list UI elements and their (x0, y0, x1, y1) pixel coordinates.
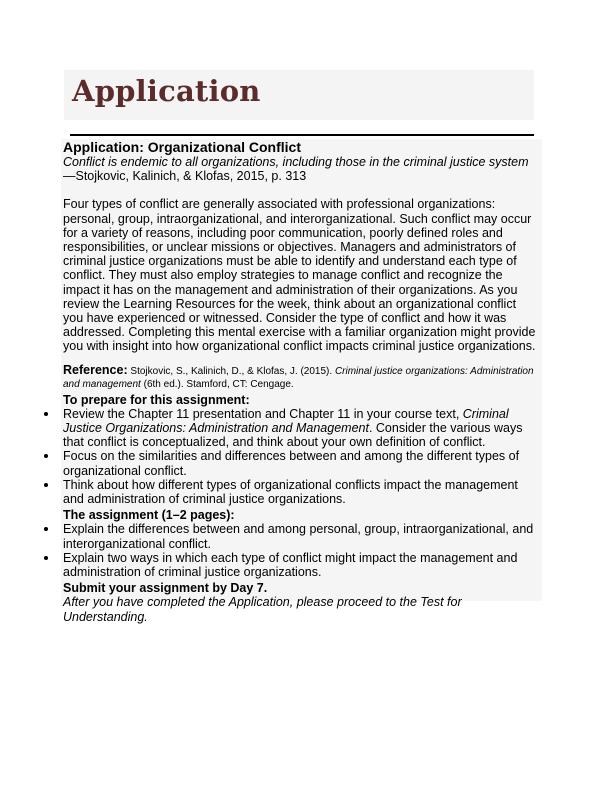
list-item (63, 478, 539, 506)
assignment-heading: The assignment (1–2 pages): (63, 508, 235, 523)
list-item (63, 407, 539, 450)
bullet-icon (44, 454, 48, 458)
epigraph: Conflict is endemic to all organizations, including those in the criminal justice system (63, 155, 529, 169)
section-heading: Application: Organizational Conflict (63, 139, 301, 155)
bullet-icon (44, 412, 48, 416)
list-item (63, 551, 539, 579)
prepare-item-1-text: Review the Chapter 11 presentation and Chapter 11 in your course text, (63, 406, 460, 421)
header-divider (70, 134, 534, 136)
bullet-icon (44, 527, 48, 531)
reference-label: Reference (63, 362, 124, 377)
reference-book-title: Criminal justice organizations: Administration and management (63, 365, 534, 390)
prepare-heading: To prepare for this assignment: (63, 392, 250, 407)
document-content (63, 139, 539, 624)
assignment-item-2-text: Explain two ways in which each type of conflict might impact the management and administration of criminal justice organizations. (63, 550, 518, 580)
assignment-item-1-text: Explain the differences between and among personal, group, intraorganizational, and interorganizational conflict. (63, 522, 534, 551)
reference-authors: Stojkovic, S., Kalinich, D., & Klofas, J. (2015). (130, 365, 333, 377)
page-title: Application (72, 74, 261, 108)
body-paragraph: Four types of conflict are generally associated with professional organizations: personal, group, intraorganizational, and interorganizational. Such conflict may occur for a variety of reasons, including poor communication, poorly defined roles and responsibilities, or unclear missions or objectives. Managers and administrators of criminal justice organizations must be able to identify and understand each type of conflict. They must also employ strategies to manage conflict and recognize the impact it has on the management and administration of their organizations. As you review the Learning Resources for the week, think about an organizational conflict you have experienced or witnessed. Consider the type of conflict and how it was addressed. Completing this mental exercise with a familiar organization might provide you with insight into how organizational conflict impacts criminal justice organizations. (63, 197, 536, 354)
epigraph-attribution: —Stojkovic, Kalinich, & Klofas, 2015, p. 313 (63, 169, 307, 184)
prepare-item-1-book: Criminal Justice Organizations: Administration and Management (63, 406, 509, 436)
reference-citation (63, 364, 539, 391)
prepare-item-2-text: Focus on the similarities and differences between and among the different types of organizational conflict. (63, 449, 520, 478)
list-item (63, 449, 539, 477)
submit-deadline: Submit your assignment by Day 7. (63, 581, 268, 596)
reference-publisher: (6th ed.). Stamford, CT: Cengage. (143, 378, 294, 390)
prepare-item-1-rest: . Consider the various ways that conflict is conceptualized, and think about your own definition of conflict. (63, 421, 523, 450)
bullet-icon (44, 483, 48, 487)
reference-colon: : (123, 362, 128, 377)
assignment-list (63, 522, 539, 579)
bullet-icon (44, 556, 48, 560)
closing-note: After you have completed the Application, please proceed to the Test for Understanding. (63, 595, 462, 624)
list-item (63, 522, 539, 550)
prepare-list (63, 407, 539, 506)
prepare-item-3-text: Think about how different types of organizational conflicts impact the management and administration of criminal justice organizations. (63, 477, 518, 507)
